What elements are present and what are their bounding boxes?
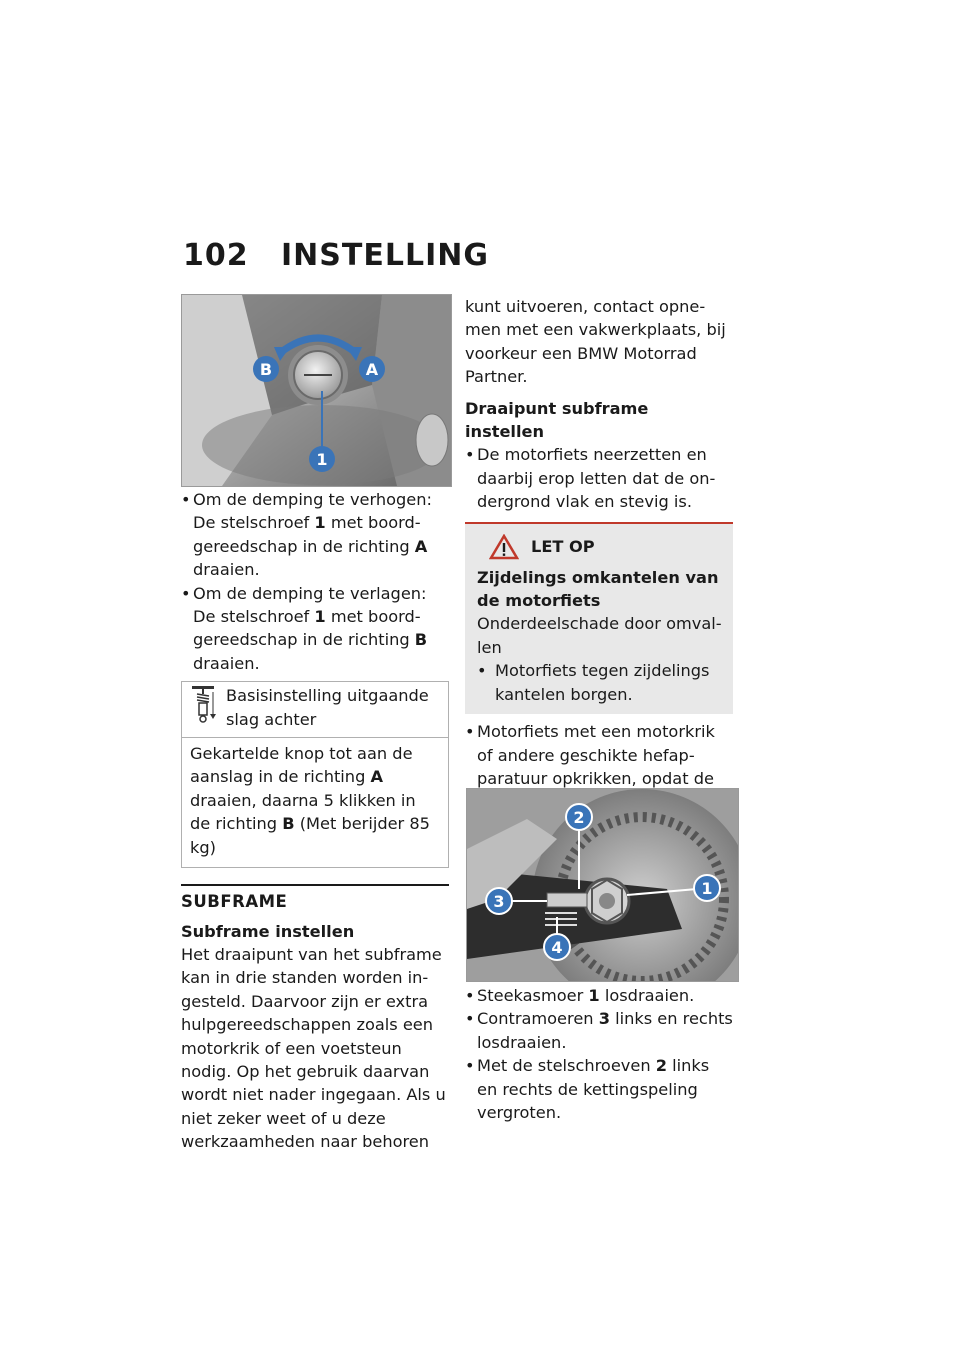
page-section-title: INSTELLING (281, 238, 489, 273)
base-setting-note (181, 681, 449, 868)
page-number: 102 (183, 238, 249, 273)
warning-label: LET OP (531, 536, 595, 556)
subsection-title: Subframe instellen (181, 921, 355, 941)
subsection-title-pivot: Draaipunt subframe instellen (465, 398, 649, 442)
pivot-step-list (465, 443, 733, 513)
list-item: • Met de stelschroeven 2 links en rechts de kettingspeling vergroten. (465, 1054, 733, 1124)
damper-adjuster-photo (181, 294, 452, 487)
note-title: Basisinstelling uitgaande slag achter (226, 686, 429, 729)
right-column (465, 295, 733, 814)
axle-steps-column (465, 984, 733, 1124)
warning-triangle-icon (489, 534, 519, 560)
warning-title: Zijdelings omkantelen van de motorfiets (477, 567, 719, 611)
damping-steps-list (181, 488, 449, 675)
list-item: • Om de demping te verlagen: De stelschroef 1 met boordgereedschap in de richting B draaien. (181, 582, 449, 676)
section-title: SUBFRAME (181, 892, 288, 912)
section-divider (181, 884, 449, 1153)
warning-box (465, 522, 733, 714)
left-column (181, 488, 449, 1154)
list-item: • De motorfiets neerzetten en daarbij erop letten dat de ondergrond vlak en stevig is. (465, 443, 733, 513)
callout-2-label: 2 (573, 808, 585, 827)
list-item: • Motorfiets tegen zijdelings kantelen borgen. (477, 659, 723, 706)
warning-text: Onderdeelschade door omvallen (477, 614, 722, 657)
note-body: Gekartelde knop tot aan de aanslag in de richting A draaien, daarna 5 klikken in de richting B (Met berijder 85 kg) (190, 744, 430, 857)
subframe-paragraph: Het draaipunt van het subframe kan in drie standen worden ingesteld. Daarvoor zijn er extra hulpgereedschappen zoals een motorkrik of een voetsteun nodig. Op het gebruik daarvan wordt niet nader ingegaan. Als u niet zeker weet of u deze werkzaamheden naar behoren (181, 944, 446, 1152)
callout-a-label: A (365, 360, 379, 379)
list-item: • Steekasmoer 1 losdraaien. (465, 984, 733, 1007)
shock-absorber-icon (188, 684, 226, 731)
list-item: • Motorfiets met een motorkrik of andere geschikte hefapparatuur opkrikken, opdat de (465, 720, 733, 814)
paragraph-continued: kunt uitvoeren, contact opnemen met een vakwerkplaats, bij voorkeur een BMW Motorrad Partner. (465, 297, 726, 387)
page-header (183, 238, 489, 273)
axle-steps-list (465, 984, 733, 1124)
callout-1-label-axle: 1 (701, 879, 713, 898)
rear-axle-photo (466, 788, 739, 982)
warning-bullet-list (477, 659, 723, 706)
callout-4-label: 4 (551, 938, 563, 957)
callout-3-label: 3 (493, 892, 505, 911)
callout-b-label: B (259, 360, 273, 379)
list-item: • Om de demping te verhogen: De stelschroef 1 met boordgereedschap in de richting A draaien. (181, 488, 449, 582)
list-item: • Contramoeren 3 links en rechts losdraaien. (465, 1007, 733, 1054)
callout-1-label: 1 (316, 450, 328, 469)
